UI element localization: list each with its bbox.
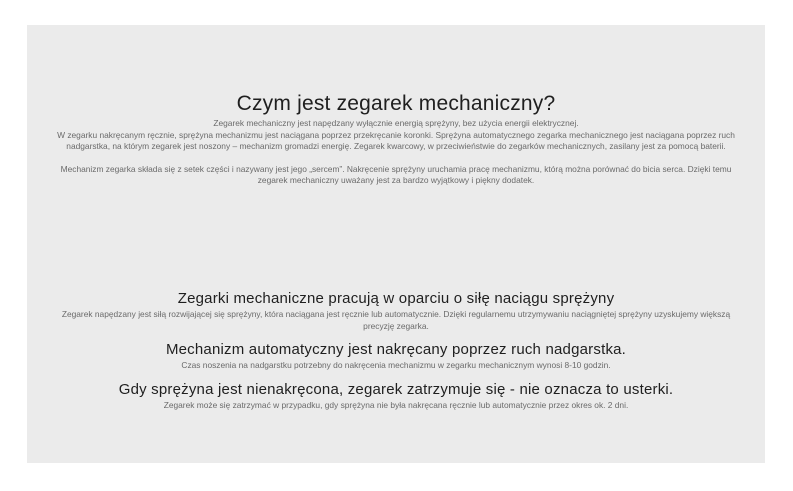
page-title: Czym jest zegarek mechaniczny? (236, 92, 556, 115)
feature-title: Mechanizm automatyczny jest nakręcany poprzez ruch nadgarstka. (165, 341, 627, 359)
feature-description: Zegarek napędzany jest siłą rozwijającej się sprężyny, która naciągana jest ręcznie lub automatycznie. Dzięki regularnemu utrzymywaniu naciągniętej sprężyny uzyskujemy większą precyzję zegarka. (61, 309, 731, 331)
feature-block (57, 380, 735, 412)
feature-block (57, 340, 735, 372)
intro-sentence: Zegarek mechaniczny jest napędzany wyłącznie energią sprężyny, bez użycia energii elektrycznej. (213, 118, 579, 128)
intro-sentence: W zegarku nakręcanym ręcznie, sprężyna mechanizmu jest naciągana poprzez przekręcanie koronki. Sprężyna automatycznego zegarka mechanicznego jest naciągana poprzez ruch nadgarstka, na którym zegarek jest noszony – mechanizm gromadzi energię. Zegarek kwarcowy, w przeciwieństwie do zegarków mechanicznych, zasilany jest za pomocą baterii. (57, 129, 735, 152)
info-panel (27, 25, 765, 463)
intro-paragraph-definition (57, 118, 735, 153)
feature-description: Zegarek może się zatrzymać w przypadku, gdy sprężyna nie była nakręcana ręcznie lub automatycznie przez okres ok. 2 dni. (163, 399, 629, 410)
feature-title: Zegarki mechaniczne pracują w oparciu o siłę naciągu sprężyny (177, 290, 615, 307)
feature-description: Czas noszenia na nadgarstku potrzebny do nakręcenia mechanizmu w zegarku mechanicznym wynosi 8-10 godzin. (181, 360, 611, 371)
intro-section (27, 91, 765, 187)
intro-paragraph-mechanism: Mechanizm zegarka składa się z setek części i nazywany jest jego „sercem”. Nakręcenie sprężyny uruchamia pracę mechanizmu, którą można porównać do bicia serca. Dzięki temu zegarek mechaniczny uważany jest za bardzo wyjątkowy i piękny dodatek. (60, 163, 732, 186)
features-section (27, 289, 765, 419)
feature-block (57, 289, 735, 332)
feature-title: Gdy sprężyna jest nienakręcona, zegarek zatrzymuje się - nie oznacza to usterki. (118, 380, 674, 398)
